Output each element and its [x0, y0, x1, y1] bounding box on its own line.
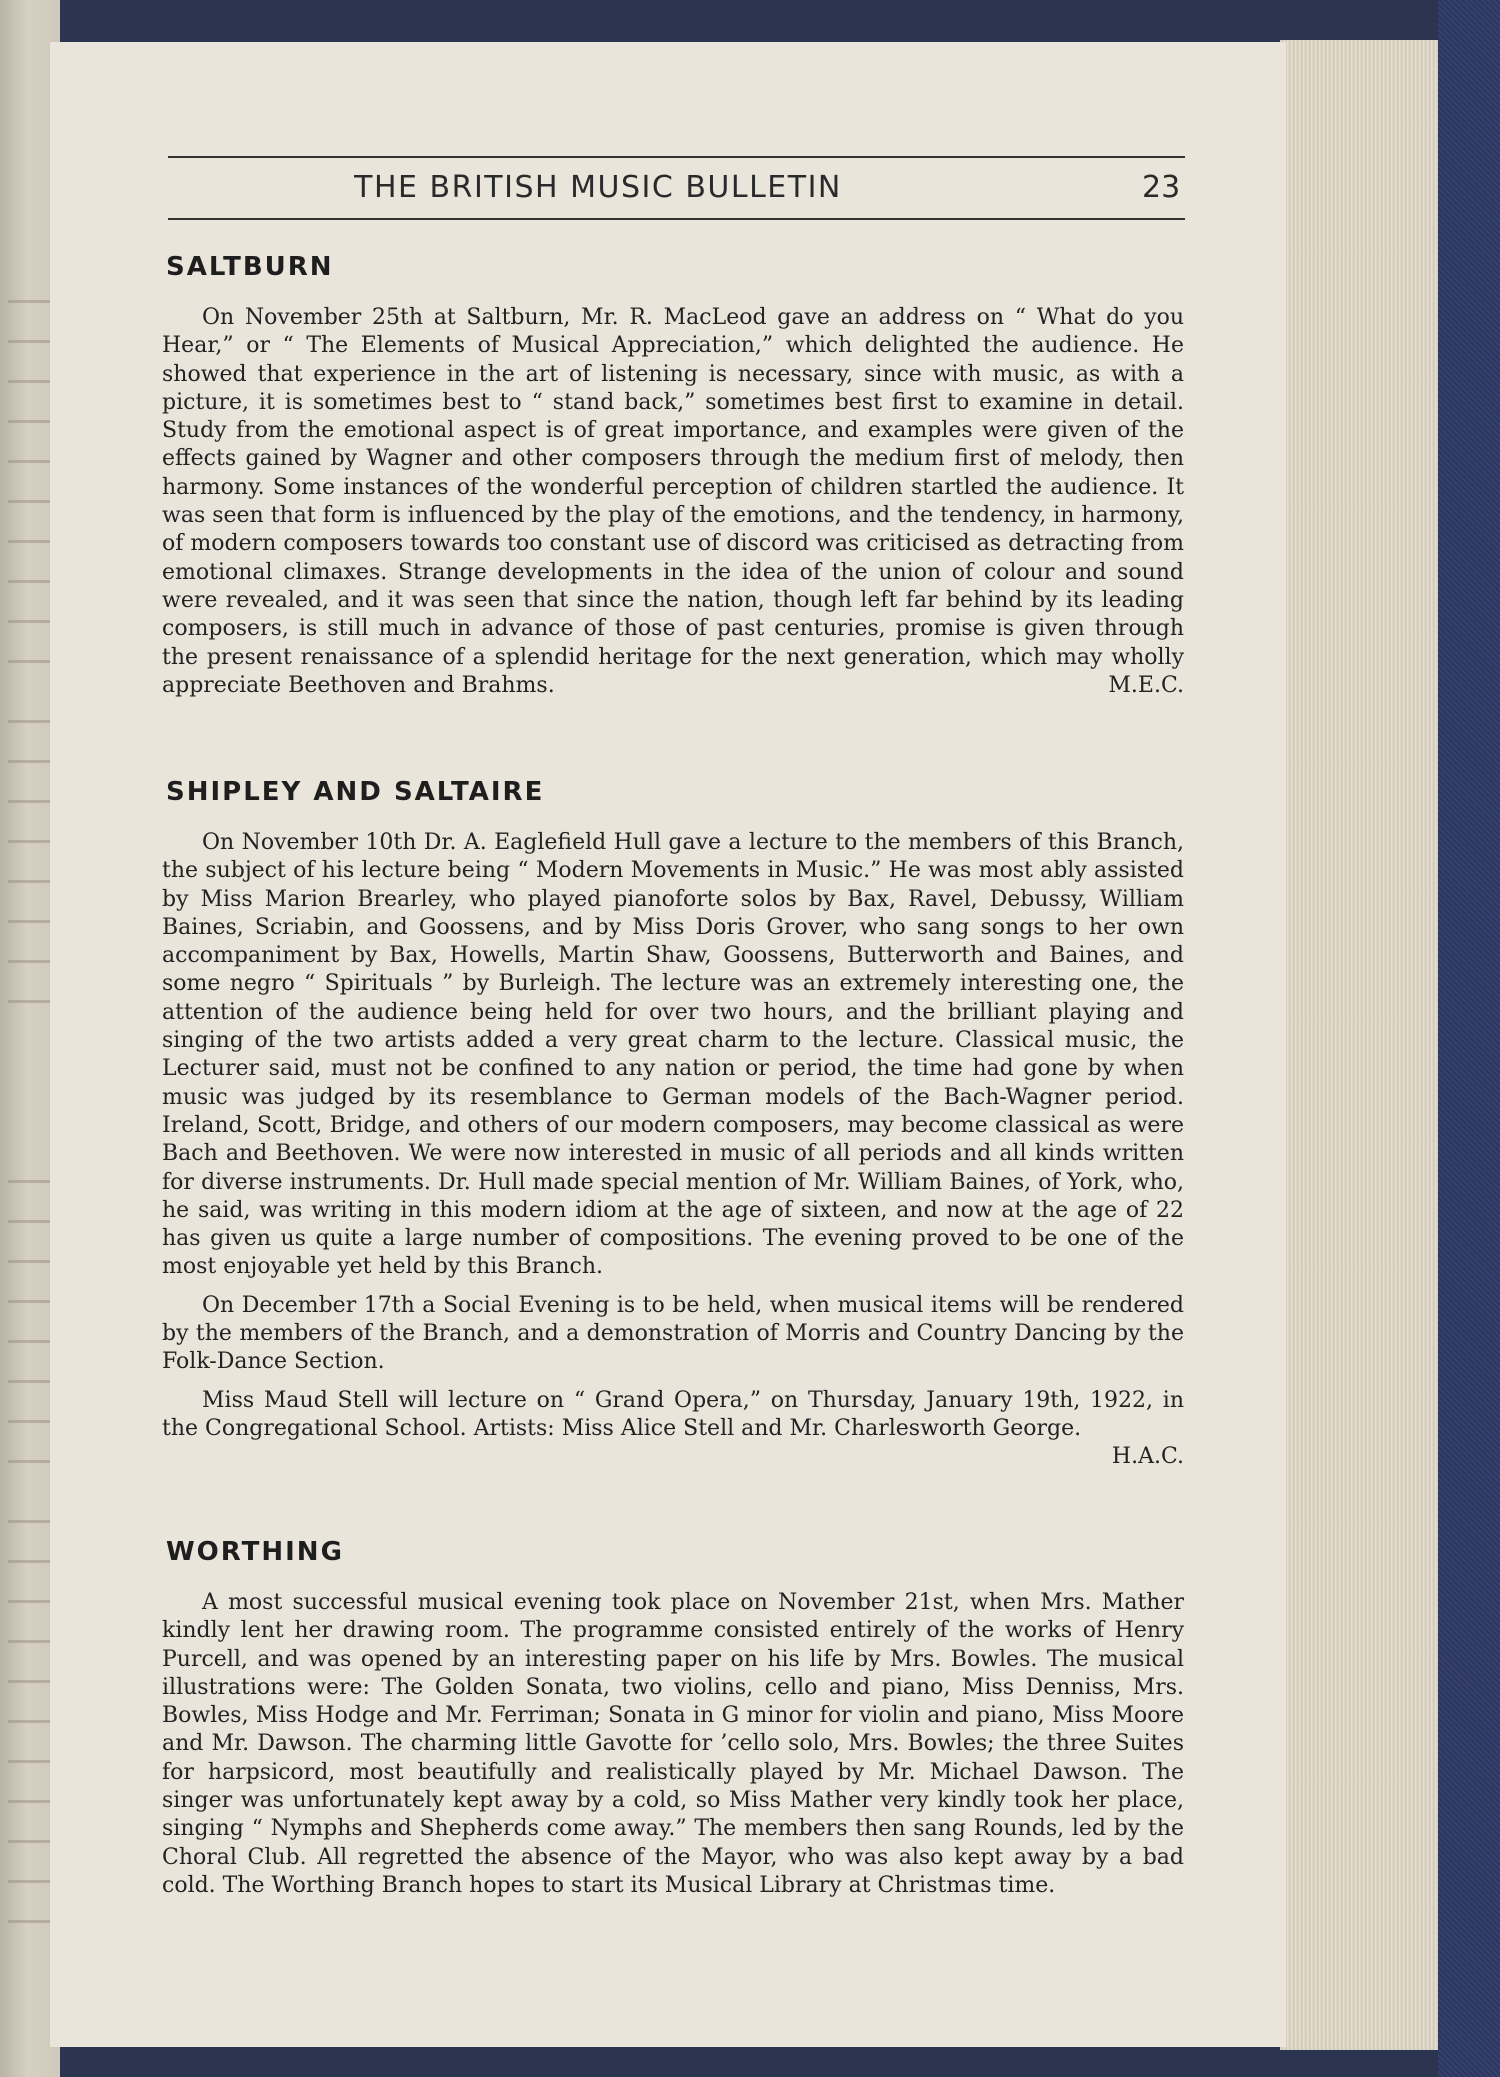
section-heading: SALTBURN	[166, 252, 334, 282]
author-initials: H.A.C.	[1111, 1444, 1184, 1470]
section-heading: SHIPLEY AND SALTAIRE	[166, 777, 545, 807]
article-paragraph	[162, 1292, 1184, 1377]
section-shipley-and-saltaire	[162, 777, 1184, 1472]
page-block-edges	[1280, 40, 1438, 2050]
bulletin-page	[50, 42, 1286, 2047]
section-heading: WORTHING	[166, 1537, 344, 1567]
paragraph-text: On November 25th at Saltburn, Mr. R. MacLeod gave an address on “ What do you Hear,” or “ The Elements of Musical Appreciation,” which delighted the audience. He showed that experience in the art of listening is necessary, since with music, as with a picture, it is sometimes best to “ stand back,” sometimes best first to examine in detail. Study from the emotional aspect is of great importance, and examples were given of the effects gained by Wagner and other composers through the medium first of melody, then harmony. Some instances of the wonderful perception of children startled the audience. It was seen that form is influenced by the play of the emotions, and the tendency, in harmony, of modern composers towards too constant use of discord was criticised as detracting from emotional climaxes. Strange developments in the idea of the union of colour and sound were revealed, and it was seen that since the nation, though left far behind by its leading composers, is still much in advance of those of past centuries, promise is given through the present renaissance of a splendid heritage for the next generation, which may wholly appreciate Beethoven and Brahms.	[162, 305, 1184, 698]
article-paragraph	[162, 304, 1184, 700]
book-cover-edge	[1438, 0, 1500, 2077]
article-paragraph	[162, 1589, 1184, 1900]
article-paragraph	[162, 1387, 1184, 1470]
paragraph-text: A most successful musical evening took place on November 21st, when Mrs. Mather kindly lent her drawing room. The programme consisted entirely of the works of Henry Purcell, and was opened by an interesting paper on his life by Mrs. Bowles. The musical illustrations were: The Golden Sonata, two violins, cello and piano, Miss Denniss, Mrs. Bowles, Miss Hodge and Mr. Ferriman; Sonata in G minor for violin and piano, Miss Moore and Mr. Dawson. The charming little Gavotte for ’cello solo, Mrs. Bowles; the three Suites for harpsicord, most beautifully and realistically played by Mr. Michael Dawson. The singer was unfortunately kept away by a cold, so Miss Mather very kindly took her place, singing “ Nymphs and Shepherds come away.” The members then sang Rounds, led by the Choral Club. All regretted the absence of the Mayor, who was also kept away by a bad cold. The Worthing Branch hopes to start its Musical Library at Christmas time.	[162, 1590, 1184, 1898]
author-initials: M.E.C.	[1108, 672, 1184, 698]
page-number: 23	[1142, 170, 1181, 205]
paragraph-text: On November 10th Dr. A. Eaglefield Hull gave a lecture to the members of this Branch, the subject of his lecture being “ Modern Movements in Music.” He was most ably assisted by Miss Marion Brearley, who played pianoforte solos by Bax, Ravel, Debussy, William Baines, Scriabin, and Goossens, and by Miss Doris Grover, who sang songs to her own accompaniment by Bax, Howells, Martin Shaw, Goossens, Butterworth and Baines, and some negro “ Spirituals ” by Burleigh. The lecture was an extremely interesting one, the attention of the audience being held for over two hours, and the brilliant playing and singing of the two artists added a very great charm to the lecture. Classical music, the Lecturer said, must not be confined to any nation or period, the time had gone by when music was judged by its resemblance to German models of the Bach-Wagner period. Ireland, Scott, Bridge, and others of our modern composers, may become classical as were Bach and Beethoven. We were now interested in music of all periods and all kinds written for diverse instruments. Dr. Hull made special mention of Mr. William Baines, of York, who, he said, was writing in this modern idiom at the age of sixteen, and now at the age of 22 has given us quite a large number of compositions. The evening proved to be one of the most enjoyable yet held by this Branch.	[162, 830, 1184, 1280]
article-paragraph	[162, 829, 1184, 1282]
running-header-title: THE BRITISH MUSIC BULLETIN	[354, 170, 842, 205]
section-worthing	[162, 1537, 1184, 1910]
paragraph-text: On December 17th a Social Evening is to be held, when musical items will be rendered by the members of the Branch, and a demonstration of Morris and Country Dancing by the Folk-Dance Section.	[162, 1292, 1184, 1375]
section-saltburn	[162, 252, 1184, 710]
paragraph-text: Miss Maud Stell will lecture on “ Grand Opera,” on Thursday, January 19th, 1922, in the Congregational School. Artists: Miss Alice Stell and Mr. Charlesworth George.	[162, 1387, 1184, 1441]
header-rule-bottom	[168, 218, 1185, 220]
header-rule-top	[168, 156, 1185, 158]
